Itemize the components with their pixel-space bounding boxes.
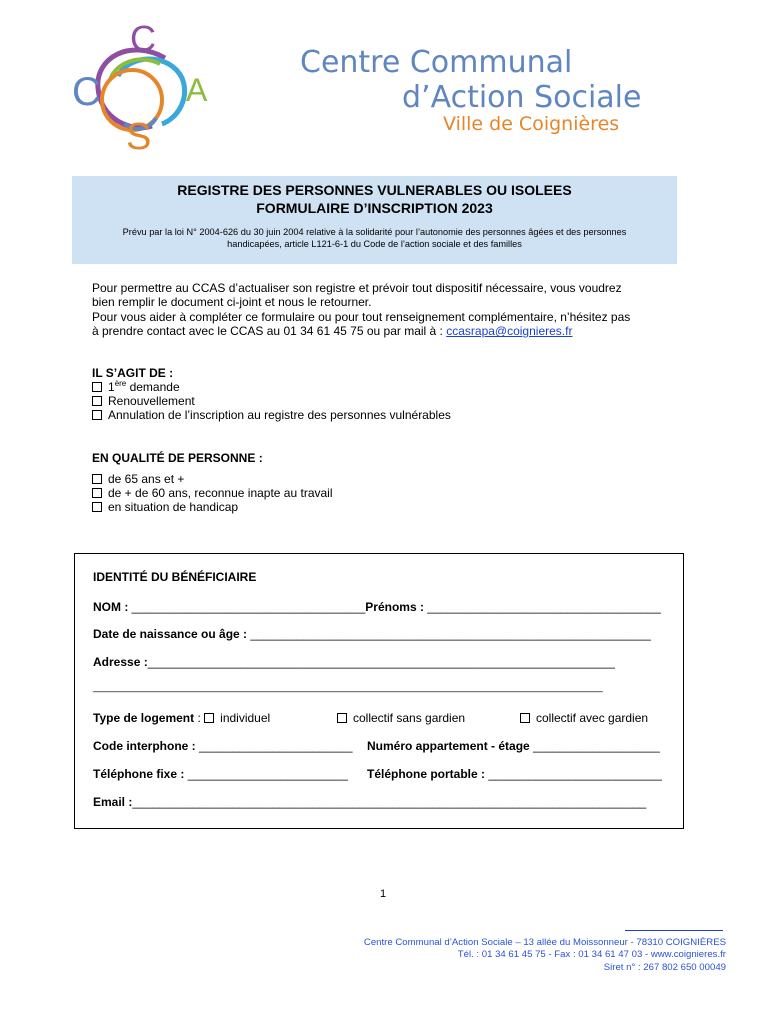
- housing-row: Type de logement : individuel: [93, 711, 271, 725]
- interphone-row: [93, 739, 353, 753]
- interphone-field[interactable]: _______________________: [195, 739, 353, 753]
- checkbox-icon[interactable]: [92, 474, 102, 484]
- apartment-field[interactable]: ___________________: [529, 739, 660, 753]
- apartment-row: [367, 739, 660, 753]
- housing-option-individual: individuel: [220, 711, 271, 725]
- housing-option-collective-guard[interactable]: collectif avec gardien: [520, 711, 648, 725]
- page-number: 1: [380, 888, 387, 900]
- checkbox-icon[interactable]: [92, 502, 102, 512]
- landline-row: [93, 767, 348, 781]
- footer-address: [364, 937, 726, 974]
- checkbox-icon[interactable]: [92, 488, 102, 498]
- housing-label: Type de logement: [93, 711, 195, 725]
- ccas-logo: [70, 18, 220, 158]
- checkbox-icon[interactable]: [92, 396, 102, 406]
- footer-line3: Siret n° : 267 802 650 00049: [603, 961, 726, 973]
- category-option-65[interactable]: de 65 ans et +: [92, 472, 333, 486]
- logo-letter-s: S: [126, 116, 152, 158]
- footer-line1: Centre Communal d’Action Sociale – 13 allée du Moissonneur - 78310 COIGNIÈRES: [363, 937, 726, 948]
- nom-field[interactable]: ___________________________________: [131, 600, 366, 614]
- address-label: Adresse :: [93, 655, 148, 669]
- category-option-handicap[interactable]: en situation de handicap: [92, 500, 333, 514]
- intro-line3: Pour vous aider à compléter ce formulaire ou pour tout renseignement complémentaire, n’hésitez pas: [92, 309, 631, 324]
- logo-letter-c1: C: [130, 18, 156, 59]
- request-option-renewal[interactable]: Renouvellement: [92, 394, 451, 408]
- form-title-line2: FORMULAIRE D’INSCRIPTION 2023: [256, 200, 493, 216]
- logo-letter-a: A: [186, 72, 208, 108]
- header-band: [72, 176, 677, 264]
- dob-row: [93, 627, 651, 641]
- nom-label: NOM :: [93, 600, 129, 614]
- email-label: Email :: [93, 795, 133, 809]
- category-option-60-unfit[interactable]: de + de 60 ans, reconnue inapte au travail: [92, 486, 333, 500]
- checkbox-icon[interactable]: [337, 713, 347, 723]
- request-type-title: IL S’AGIT DE :: [92, 366, 174, 380]
- footer-line2: Tél. : 01 34 61 45 75 - Fax : 01 34 61 47 03 - www.coignieres.fr: [457, 949, 726, 961]
- beneficiary-title: IDENTITÉ DU BÉNÉFICIAIRE: [93, 570, 257, 584]
- request-option-cancel[interactable]: Annulation de l’inscription au registre des personnes vulnérables: [92, 408, 451, 422]
- logo-letter-c2: C: [72, 70, 101, 114]
- email-link[interactable]: ccasrapa@coignieres.fr: [446, 324, 573, 339]
- address-row: [93, 655, 615, 669]
- beneficiary-box: [74, 553, 684, 829]
- apartment-label: Numéro appartement - étage: [367, 739, 530, 753]
- footer-divider: [625, 930, 723, 931]
- checkbox-icon[interactable]: [92, 410, 102, 420]
- mobile-label: Téléphone portable :: [367, 767, 486, 781]
- org-city: Ville de Coignières: [443, 113, 620, 135]
- checkbox-icon[interactable]: [520, 713, 530, 723]
- intro-line4-text: à prendre contact avec le CCAS au 01 34 61 45 75 ou par mail à :: [92, 324, 447, 339]
- request-option-first[interactable]: 1ère demande: [92, 380, 451, 394]
- intro-line1: Pour permettre au CCAS d’actualiser son registre et prévoir tout dispositif nécessaire, vous voudrez: [92, 281, 622, 295]
- email-row: [93, 795, 646, 809]
- mobile-field[interactable]: __________________________: [485, 767, 662, 781]
- intro-line4: [92, 324, 682, 338]
- housing-option-collective-no-guard[interactable]: collectif sans gardien: [337, 711, 465, 725]
- mobile-row: [367, 767, 662, 781]
- prenoms-field[interactable]: ___________________________________: [427, 600, 661, 614]
- legal-line1: Prévu par la loi N° 2004-626 du 30 juin 2004 relative à la solidarité pour l’autonomie des personnes âgées et des personnes: [122, 227, 627, 237]
- person-category-options: [92, 472, 333, 515]
- interphone-label: Code interphone :: [93, 739, 196, 753]
- legal-reference: [82, 226, 667, 250]
- request-type-options: [92, 380, 451, 423]
- landline-label: Téléphone fixe :: [93, 767, 185, 781]
- form-title-line1: REGISTRE DES PERSONNES VULNERABLES OU ISOLEES: [177, 182, 572, 198]
- person-category-title: EN QUALITÉ DE PERSONNE :: [92, 451, 263, 465]
- address-field-2[interactable]: _________________________________________________________________________________________: [93, 682, 603, 693]
- nom-row: [93, 600, 661, 614]
- dob-field[interactable]: ____________________________________________________________: [250, 627, 651, 641]
- intro-line2: bien remplir le document ci-joint et nous le retourner.: [92, 295, 372, 310]
- landline-field[interactable]: ________________________: [184, 767, 348, 781]
- legal-line2: handicapées, article L121-6-1 du Code de l’action sociale et des familles: [227, 239, 522, 249]
- prenoms-label: Prénoms :: [365, 600, 424, 614]
- checkbox-icon[interactable]: [92, 382, 102, 392]
- dob-label: Date de naissance ou âge :: [93, 627, 248, 641]
- intro-paragraph: [92, 281, 682, 339]
- org-name-line1: Centre Communal: [300, 45, 573, 80]
- checkbox-icon[interactable]: [204, 713, 214, 723]
- email-field[interactable]: _____________________________________________________________________________: [132, 795, 647, 809]
- address-field[interactable]: ______________________________________________________________________: [147, 655, 615, 669]
- org-name-line2: d’Action Sociale: [402, 80, 642, 115]
